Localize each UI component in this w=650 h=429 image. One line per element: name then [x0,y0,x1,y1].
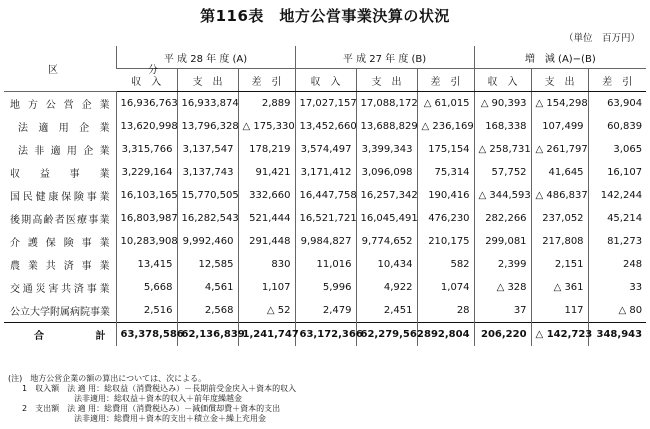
row-label: 交通災害共済事業 [10,284,110,295]
table-cell: 16,936,763 [116,92,177,116]
table-cell: 62,279,562 [356,323,417,347]
table-cell: 476,230 [417,207,474,230]
table-cell: 291,448 [238,230,295,253]
table-cell: 2,889 [238,92,295,116]
total-row [4,323,646,347]
table-cell: 13,688,829 [356,115,417,138]
table-cell: △ 361 [531,276,588,299]
table-cell: 16,521,721 [295,207,356,230]
col-header: 差 引 [238,69,295,92]
table-cell: 178,219 [238,138,295,161]
table-row [4,115,646,138]
table-cell: 13,620,998 [116,115,177,138]
table-cell: △ 80 [588,299,646,323]
col-header: 収 入 [116,69,177,92]
row-label: 法適用企業 [18,123,110,134]
table-cell: 217,808 [531,230,588,253]
table-cell: 582 [417,253,474,276]
table-cell: 3,171,412 [295,161,356,184]
table-cell: 16,107 [588,161,646,184]
table-cell: 16,282,543 [177,207,238,230]
table-cell: 3,137,743 [177,161,238,184]
table-cell: △ 154,298 [531,92,588,116]
table-cell: 210,175 [417,230,474,253]
table-cell: 63,904 [588,92,646,116]
row-label: 地方公営企業 [10,100,110,111]
table-cell: 16,257,342 [356,184,417,207]
table-cell: 17,088,172 [356,92,417,116]
group-header-h28: 平 成 28 年 度 (A) [116,46,295,69]
row-label: 収益事業 [10,169,110,180]
table-row [4,161,646,184]
table-cell: 237,052 [531,207,588,230]
table-cell: 11,016 [295,253,356,276]
table-row [4,276,646,299]
settlement-table [4,46,646,346]
table-cell: 15,770,505 [177,184,238,207]
row-label: 公立大学附属病院事業 [10,307,110,318]
note-line: (注) 地方公営企業の額の算出については、次による。 [8,374,207,383]
table-cell: 3,315,766 [116,138,177,161]
table-row [4,138,646,161]
table-cell: 28 [417,299,474,323]
table-cell: △ 261,797 [531,138,588,161]
table-cell: △ 61,015 [417,92,474,116]
table-cell: 2,151 [531,253,588,276]
note-line: 1 収入額 法 適 用：総収益（消費税込み）－長期前受金戻入＋資本的収入 [22,384,297,393]
table-cell: 175,154 [417,138,474,161]
table-row [4,184,646,207]
table-cell: 168,338 [474,115,531,138]
table-cell: 2,516 [116,299,177,323]
table-cell: 5,996 [295,276,356,299]
table-cell: 57,752 [474,161,531,184]
table-cell: 206,220 [474,323,531,347]
table-cell: 2,451 [356,299,417,323]
group-header-h27: 平 成 27 年 度 (B) [295,46,474,69]
table-cell: 13,415 [116,253,177,276]
table-cell: 37 [474,299,531,323]
table-cell: 13,452,660 [295,115,356,138]
table-cell: 5,668 [116,276,177,299]
table-cell: 16,933,874 [177,92,238,116]
table-cell: 190,416 [417,184,474,207]
group-header-diff: 増 減 (A)−(B) [474,46,646,69]
table-cell: △ 175,330 [238,115,295,138]
note-line: 2 支出額 法 適 用：総費用（消費税込み）－減価償却費＋資本的支出 [22,404,281,413]
table-cell: 12,585 [177,253,238,276]
table-cell: 299,081 [474,230,531,253]
table-cell: 91,421 [238,161,295,184]
table-cell: △ 258,731 [474,138,531,161]
table-cell: 3,096,098 [356,161,417,184]
table-cell: 16,045,491 [356,207,417,230]
row-label: 国民健康保険事業 [10,192,110,203]
table-cell: △ 486,837 [531,184,588,207]
table-cell: 348,943 [588,323,646,347]
table-cell: 282,266 [474,207,531,230]
table-cell: 142,244 [588,184,646,207]
table-cell: 3,574,497 [295,138,356,161]
table-cell: 2,568 [177,299,238,323]
row-label: 法非適用企業 [18,146,110,157]
table-cell: 830 [238,253,295,276]
col-header: 差 引 [588,69,646,92]
table-cell: 16,103,165 [116,184,177,207]
col-header: 支 出 [177,69,238,92]
table-cell: △ 52 [238,299,295,323]
notes [8,374,296,424]
unit-label: （単位 百万円） [563,33,640,44]
table-cell: 17,027,157 [295,92,356,116]
table-cell: △ 344,593 [474,184,531,207]
table-cell: 10,283,908 [116,230,177,253]
row-label: 農業共済事業 [10,261,110,272]
table-cell: △ 90,393 [474,92,531,116]
table-cell: 3,065 [588,138,646,161]
table-cell: 2,479 [295,299,356,323]
page-title: 第116表 地方公営事業決算の状況 [200,7,450,25]
table-cell: 63,378,586 [116,323,177,347]
table-cell: 3,229,164 [116,161,177,184]
table-cell: 4,561 [177,276,238,299]
row-label: 後期高齢者医療事業 [10,215,110,226]
table-cell: 3,137,547 [177,138,238,161]
table-cell: 892,804 [417,323,474,347]
table-cell: 3,399,343 [356,138,417,161]
table-cell: 60,839 [588,115,646,138]
col-header: 収 入 [474,69,531,92]
table-cell: 9,774,652 [356,230,417,253]
row-label: 介護保険事業 [10,238,110,249]
table-cell: △ 142,723 [531,323,588,347]
col-header: 支 出 [356,69,417,92]
table-cell: 248 [588,253,646,276]
table-cell: 9,992,460 [177,230,238,253]
table-cell: 62,136,839 [177,323,238,347]
table-cell: 9,984,827 [295,230,356,253]
table-cell: △ 236,169 [417,115,474,138]
table-row [4,207,646,230]
table-cell: 33 [588,276,646,299]
table-row [4,299,646,323]
table-cell: 13,796,328 [177,115,238,138]
table-cell: 1,107 [238,276,295,299]
table-cell: 16,803,987 [116,207,177,230]
table-cell: 332,660 [238,184,295,207]
table-cell: 63,172,366 [295,323,356,347]
row-label: 合計 [4,323,116,347]
col-header: 収 入 [295,69,356,92]
note-line: 法非適用：総収益＋資本的収入＋前年度繰越金 [74,394,242,403]
category-header: 区 分 [4,46,116,92]
table-cell: △ 328 [474,276,531,299]
table-cell: 1,074 [417,276,474,299]
table-row [4,230,646,253]
table-cell: 41,645 [531,161,588,184]
table-row [4,253,646,276]
table-cell: 75,314 [417,161,474,184]
table-row [4,92,646,116]
table-cell: 1,241,747 [238,323,295,347]
table-cell: 2,399 [474,253,531,276]
note-line: 法非適用：総費用＋資本的支出＋積立金＋繰上充用金 [74,414,266,423]
table-cell: 521,444 [238,207,295,230]
col-header: 支 出 [531,69,588,92]
table-cell: 16,447,758 [295,184,356,207]
table-cell: 81,273 [588,230,646,253]
col-header: 差 引 [417,69,474,92]
table-cell: 45,214 [588,207,646,230]
table-cell: 107,499 [531,115,588,138]
table-cell: 4,922 [356,276,417,299]
table-cell: 117 [531,299,588,323]
table-cell: 10,434 [356,253,417,276]
